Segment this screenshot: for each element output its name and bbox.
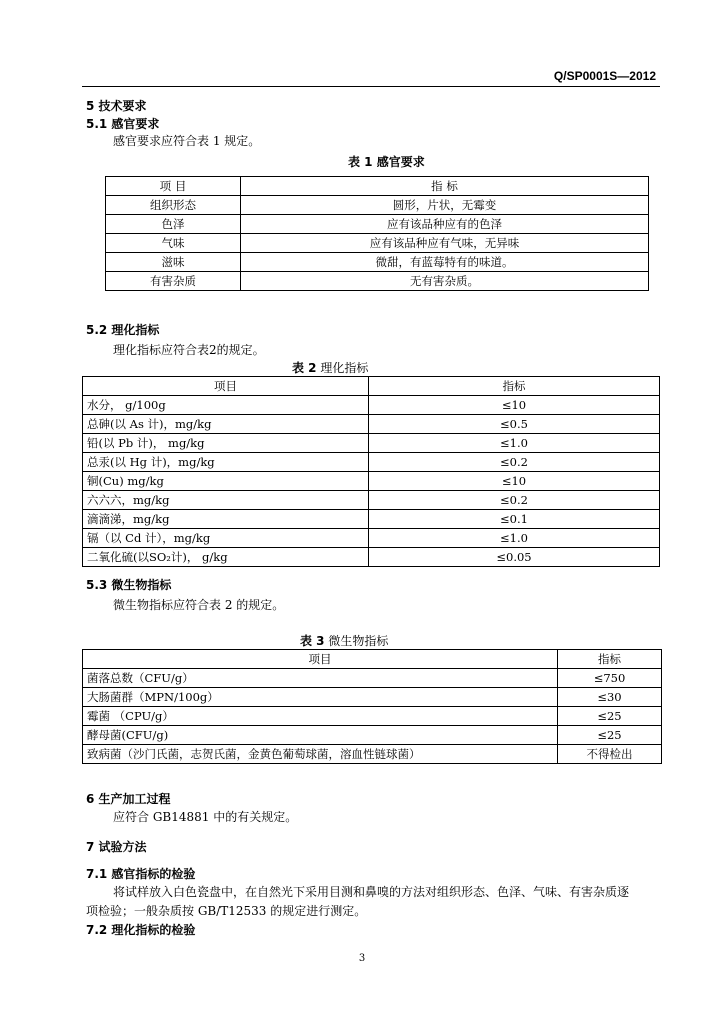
table-row xyxy=(106,196,649,215)
table-row xyxy=(83,396,660,415)
table-2-caption xyxy=(292,359,368,376)
table-row xyxy=(83,377,660,396)
table-row xyxy=(83,745,662,764)
table-cell: ≤25 xyxy=(558,726,662,745)
table-row xyxy=(83,726,662,745)
table-row xyxy=(83,453,660,472)
page-number: 3 xyxy=(358,953,366,964)
table-row xyxy=(83,529,660,548)
table-cell: ≤1.0 xyxy=(369,434,660,453)
table-row xyxy=(83,688,662,707)
section-6-title: 6 生产加工过程 xyxy=(86,792,171,806)
table-2-caption-label: 表 2 xyxy=(292,361,317,375)
table-cell: ≤750 xyxy=(558,669,662,688)
table-1-caption-label: 表 1 感官要求 xyxy=(348,155,425,169)
table-cell: 水分， g/100g xyxy=(83,396,369,415)
table-cell: 圆形，片状，无霉变 xyxy=(241,196,649,215)
table-1-header-index: 指 标 xyxy=(241,177,649,196)
table-3-caption-label: 表 3 xyxy=(300,634,325,648)
table-cell: 滴滴涕，mg/kg xyxy=(83,510,369,529)
table-cell: 二氧化硫(以SO₂计)， g/kg xyxy=(83,548,369,567)
table-2-header-item: 项目 xyxy=(83,377,369,396)
section-5-3-text: 微生物指标应符合表 2 的规定。 xyxy=(113,598,285,612)
table-row xyxy=(83,548,660,567)
table-2-header-index: 指标 xyxy=(369,377,660,396)
table-cell: 镉（以 Cd 计），mg/kg xyxy=(83,529,369,548)
table-cell: ≤0.2 xyxy=(369,491,660,510)
table-cell: ≤0.05 xyxy=(369,548,660,567)
table-cell: 微甜，有蓝莓特有的味道。 xyxy=(241,253,649,272)
table-2-caption-text: 理化指标 xyxy=(316,361,369,375)
section-5-2-text: 理化指标应符合表2的规定。 xyxy=(113,343,265,357)
table-cell: ≤0.1 xyxy=(369,510,660,529)
table-row xyxy=(106,234,649,253)
table-cell: 致病菌（沙门氏菌，志贺氏菌，金黄色葡萄球菌，溶血性链球菌） xyxy=(83,745,558,764)
section-5-title: 5 技术要求 xyxy=(86,99,147,113)
header-rule xyxy=(82,86,660,87)
table-cell: ≤10 xyxy=(369,472,660,491)
table-row xyxy=(83,650,662,669)
table-row xyxy=(83,491,660,510)
section-7-title: 7 试验方法 xyxy=(86,840,147,854)
table-cell: ≤10 xyxy=(369,396,660,415)
table-cell: 应有该品种应有的色泽 xyxy=(241,215,649,234)
table-row xyxy=(83,415,660,434)
table-cell: 霉菌 （CPU/g） xyxy=(83,707,558,726)
table-3-header-index: 指标 xyxy=(558,650,662,669)
table-3-caption-text: 微生物指标 xyxy=(324,634,389,648)
section-7-2-title: 7.2 理化指标的检验 xyxy=(86,923,196,937)
table-row xyxy=(83,707,662,726)
table-cell: ≤1.0 xyxy=(369,529,660,548)
table-cell: 滋味 xyxy=(106,253,241,272)
table-row xyxy=(83,669,662,688)
table-row xyxy=(83,472,660,491)
table-cell: 六六六，mg/kg xyxy=(83,491,369,510)
table-cell: 色泽 xyxy=(106,215,241,234)
table-cell: 总汞(以 Hg 计)，mg/kg xyxy=(83,453,369,472)
document-id: Q/SP0001S—2012 xyxy=(553,69,656,83)
table-cell: 气味 xyxy=(106,234,241,253)
table-cell: 组织形态 xyxy=(106,196,241,215)
table-cell: ≤0.2 xyxy=(369,453,660,472)
section-7-1-text-line2: 项检验；一般杂质按 GB/T12533 的规定进行测定。 xyxy=(86,904,367,918)
table-row xyxy=(106,253,649,272)
table-cell: ≤0.5 xyxy=(369,415,660,434)
section-7-1-text-line1: 将试样放入白色瓷盘中，在自然光下采用目测和鼻嗅的方法对组织形态、色泽、气味、有害杂质逐 xyxy=(113,885,630,899)
table-row xyxy=(83,510,660,529)
table-cell: 菌落总数（CFU/g） xyxy=(83,669,558,688)
table-1-header-item: 项 目 xyxy=(106,177,241,196)
table-1-caption xyxy=(348,153,425,170)
table-cell: 酵母菌(CFU/g) xyxy=(83,726,558,745)
section-5-2-title: 5.2 理化指标 xyxy=(86,323,160,337)
table-cell: 总砷(以 As 计)，mg/kg xyxy=(83,415,369,434)
table-cell: ≤25 xyxy=(558,707,662,726)
table-3-header-item: 项目 xyxy=(83,650,558,669)
section-5-3-title: 5.3 微生物指标 xyxy=(86,578,172,592)
table-cell: 大肠菌群（MPN/100g） xyxy=(83,688,558,707)
table-cell: 应有该品种应有气味，无异味 xyxy=(241,234,649,253)
table-3 xyxy=(82,649,662,764)
table-2 xyxy=(82,376,660,567)
table-1 xyxy=(105,176,649,291)
table-row xyxy=(106,215,649,234)
table-3-caption xyxy=(300,632,388,649)
table-cell: 铜(Cu) mg/kg xyxy=(83,472,369,491)
table-cell: ≤30 xyxy=(558,688,662,707)
table-cell: 不得检出 xyxy=(558,745,662,764)
section-5-1-title: 5.1 感官要求 xyxy=(86,117,160,131)
table-cell: 有害杂质 xyxy=(106,272,241,291)
section-5-1-text: 感官要求应符合表 1 规定。 xyxy=(113,134,261,148)
section-7-1-title: 7.1 感官指标的检验 xyxy=(86,867,196,881)
table-row xyxy=(83,434,660,453)
section-6-text: 应符合 GB14881 中的有关规定。 xyxy=(113,810,298,824)
table-row xyxy=(106,272,649,291)
table-cell: 无有害杂质。 xyxy=(241,272,649,291)
table-cell: 铅(以 Pb 计)， mg/kg xyxy=(83,434,369,453)
table-row xyxy=(106,177,649,196)
